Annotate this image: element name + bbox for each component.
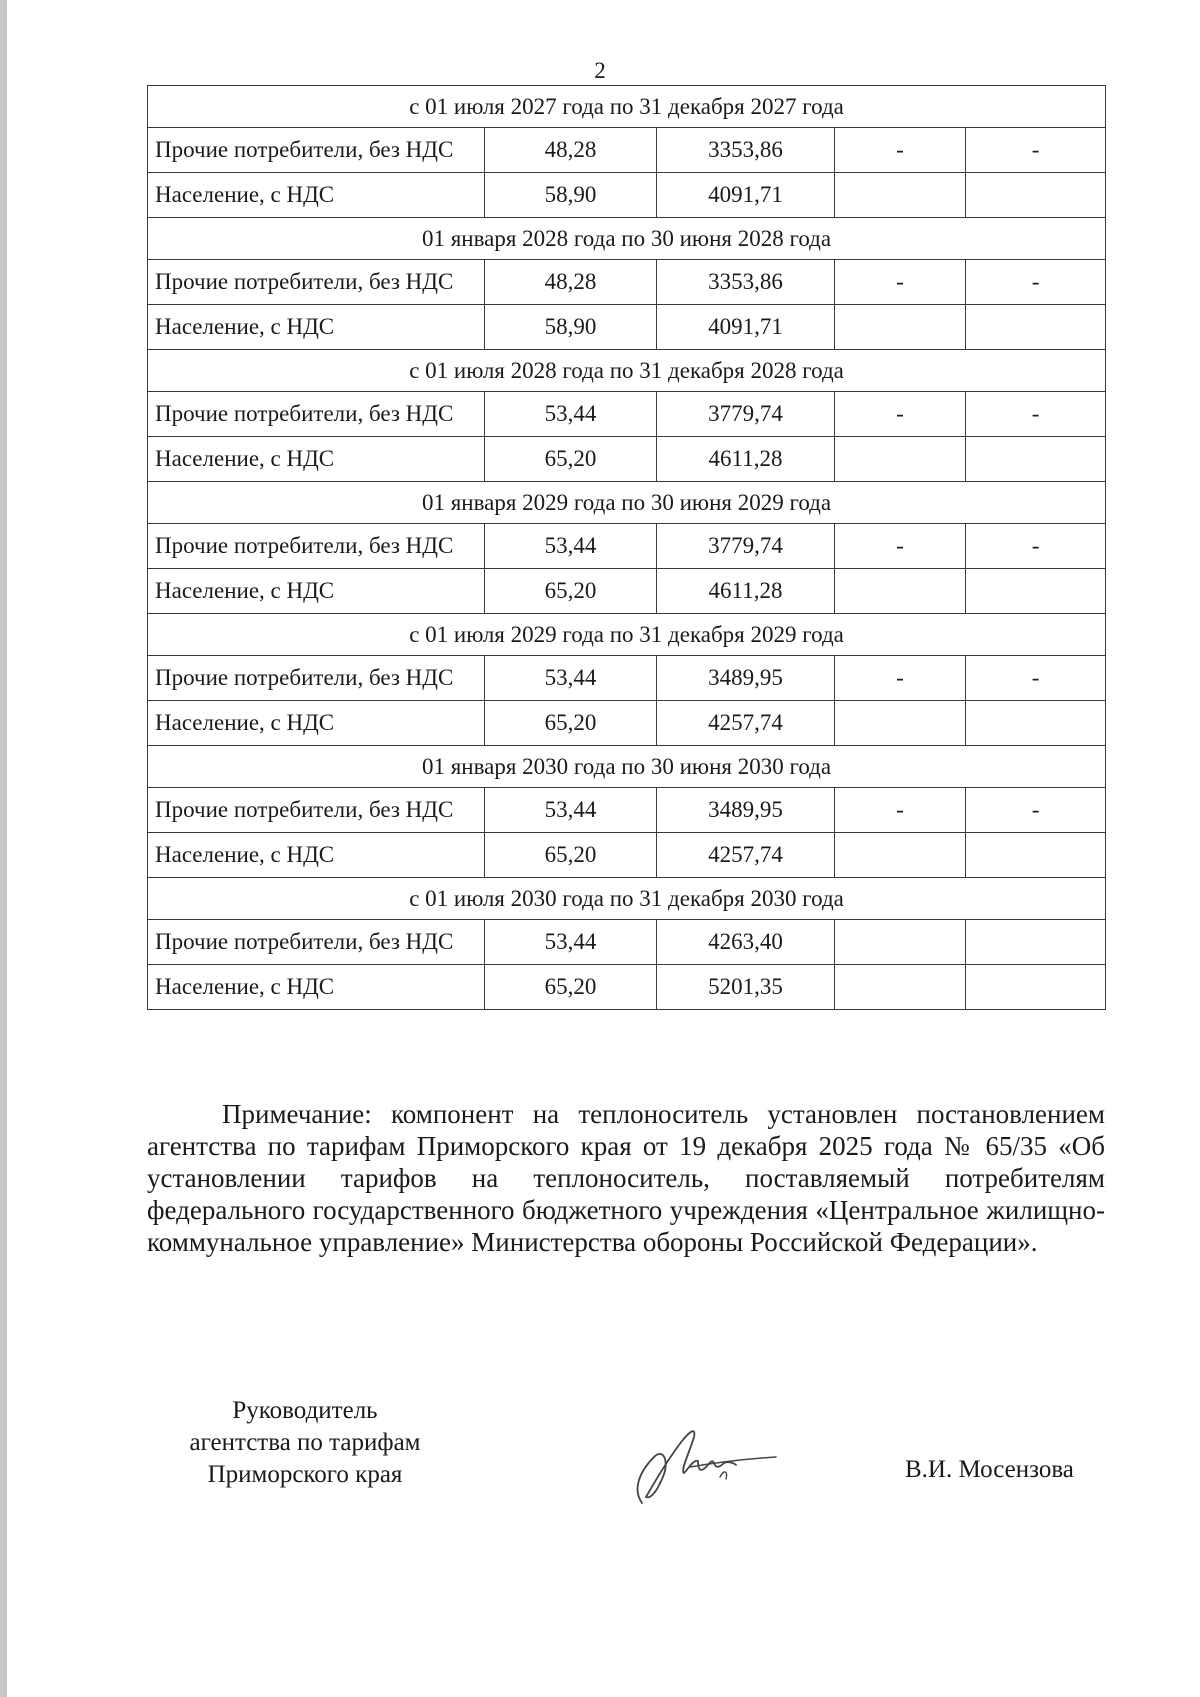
consumer-cell: Население, с НДС xyxy=(148,173,485,218)
value-cell: 58,90 xyxy=(485,305,657,350)
value-cell: - xyxy=(835,788,966,833)
period-cell: с 01 июля 2030 года по 31 декабря 2030 года xyxy=(148,878,1106,920)
value-cell: 58,90 xyxy=(485,173,657,218)
value-cell: - xyxy=(835,656,966,701)
value-cell: - xyxy=(966,260,1106,305)
period-cell: 01 января 2028 года по 30 июня 2028 года xyxy=(148,218,1106,260)
value-cell xyxy=(966,920,1106,965)
value-cell xyxy=(966,305,1106,350)
period-row xyxy=(148,614,1106,656)
table-row xyxy=(148,788,1106,833)
value-cell: 4611,28 xyxy=(657,569,835,614)
value-cell: 3779,74 xyxy=(657,524,835,569)
value-cell: 53,44 xyxy=(485,524,657,569)
value-cell: - xyxy=(835,260,966,305)
value-cell xyxy=(835,920,966,965)
value-cell: - xyxy=(966,128,1106,173)
value-cell: 4257,74 xyxy=(657,833,835,878)
table-row xyxy=(148,920,1106,965)
value-cell: 3353,86 xyxy=(657,128,835,173)
value-cell xyxy=(835,437,966,482)
table-row xyxy=(148,173,1106,218)
value-cell: - xyxy=(966,524,1106,569)
consumer-cell: Прочие потребители, без НДС xyxy=(148,656,485,701)
value-cell: - xyxy=(966,788,1106,833)
value-cell: - xyxy=(835,392,966,437)
consumer-cell: Население, с НДС xyxy=(148,305,485,350)
consumer-cell: Население, с НДС xyxy=(148,701,485,746)
period-row xyxy=(148,878,1106,920)
value-cell xyxy=(966,569,1106,614)
value-cell xyxy=(835,305,966,350)
note-text: Примечание: компонент на теплоноситель установлен постановлением агентства по тарифам Приморского края от 19 декабря 2025 года № 65/35 «Об установлении тарифов на теплоноситель, поставляемый потребителям федерального государственного бюджетного учреждения «Центральное жилищно-коммунальное управление» Министерства обороны Российской Федерации». xyxy=(147,1099,1105,1257)
table-row xyxy=(148,305,1106,350)
value-cell xyxy=(966,833,1106,878)
value-cell: - xyxy=(835,524,966,569)
period-cell: с 01 июля 2028 года по 31 декабря 2028 года xyxy=(148,350,1106,392)
consumer-cell: Прочие потребители, без НДС xyxy=(148,392,485,437)
value-cell: 65,20 xyxy=(485,833,657,878)
table-row xyxy=(148,392,1106,437)
value-cell: - xyxy=(835,128,966,173)
value-cell xyxy=(835,569,966,614)
value-cell xyxy=(966,437,1106,482)
table-row xyxy=(148,260,1106,305)
value-cell: 4263,40 xyxy=(657,920,835,965)
value-cell: 53,44 xyxy=(485,920,657,965)
value-cell: 3779,74 xyxy=(657,392,835,437)
tariff-table xyxy=(147,85,1106,1010)
table-row xyxy=(148,569,1106,614)
value-cell: 3489,95 xyxy=(657,788,835,833)
value-cell xyxy=(966,701,1106,746)
value-cell: 3489,95 xyxy=(657,656,835,701)
value-cell: 4091,71 xyxy=(657,173,835,218)
value-cell: - xyxy=(966,392,1106,437)
period-row xyxy=(148,482,1106,524)
value-cell: 4257,74 xyxy=(657,701,835,746)
value-cell xyxy=(835,833,966,878)
period-cell: с 01 июля 2029 года по 31 декабря 2029 года xyxy=(148,614,1106,656)
value-cell: 4091,71 xyxy=(657,305,835,350)
signatory-title-line: Руководитель xyxy=(232,1397,378,1424)
table-row xyxy=(148,701,1106,746)
value-cell: 53,44 xyxy=(485,788,657,833)
signatory-name: В.И. Мосензова xyxy=(905,1456,1074,1483)
consumer-cell: Прочие потребители, без НДС xyxy=(148,524,485,569)
consumer-cell: Население, с НДС xyxy=(148,437,485,482)
value-cell: 48,28 xyxy=(485,260,657,305)
table-row xyxy=(148,128,1106,173)
value-cell xyxy=(966,173,1106,218)
value-cell: 3353,86 xyxy=(657,260,835,305)
note-paragraph xyxy=(147,1098,1105,1258)
value-cell xyxy=(835,701,966,746)
period-row xyxy=(148,218,1106,260)
period-row xyxy=(148,86,1106,128)
consumer-cell: Прочие потребители, без НДС xyxy=(148,788,485,833)
signatory-title-line: агентства по тарифам xyxy=(189,1429,421,1456)
value-cell: 4611,28 xyxy=(657,437,835,482)
value-cell: 53,44 xyxy=(485,656,657,701)
value-cell: 65,20 xyxy=(485,965,657,1010)
handwritten-signature xyxy=(624,1419,784,1509)
table-row xyxy=(148,965,1106,1010)
consumer-cell: Прочие потребители, без НДС xyxy=(148,260,485,305)
table-row xyxy=(148,437,1106,482)
period-cell: с 01 июля 2027 года по 31 декабря 2027 года xyxy=(148,86,1106,128)
value-cell: 65,20 xyxy=(485,701,657,746)
value-cell: 48,28 xyxy=(485,128,657,173)
page-number: 2 xyxy=(594,58,606,83)
value-cell xyxy=(835,965,966,1010)
consumer-cell: Прочие потребители, без НДС xyxy=(148,128,485,173)
period-row xyxy=(148,350,1106,392)
signatory-title xyxy=(140,1395,470,1491)
period-row xyxy=(148,746,1106,788)
value-cell: 65,20 xyxy=(485,437,657,482)
value-cell xyxy=(835,173,966,218)
period-cell: 01 января 2030 года по 30 июня 2030 года xyxy=(148,746,1106,788)
value-cell: 5201,35 xyxy=(657,965,835,1010)
consumer-cell: Прочие потребители, без НДС xyxy=(148,920,485,965)
value-cell: 53,44 xyxy=(485,392,657,437)
consumer-cell: Население, с НДС xyxy=(148,833,485,878)
scan-edge xyxy=(0,0,7,1697)
value-cell xyxy=(966,965,1106,1010)
signatory-title-line: Приморского края xyxy=(207,1461,403,1488)
period-cell: 01 января 2029 года по 30 июня 2029 года xyxy=(148,482,1106,524)
consumer-cell: Население, с НДС xyxy=(148,965,485,1010)
value-cell: - xyxy=(966,656,1106,701)
table-row xyxy=(148,656,1106,701)
table-row xyxy=(148,524,1106,569)
value-cell: 65,20 xyxy=(485,569,657,614)
consumer-cell: Население, с НДС xyxy=(148,569,485,614)
table-row xyxy=(148,833,1106,878)
